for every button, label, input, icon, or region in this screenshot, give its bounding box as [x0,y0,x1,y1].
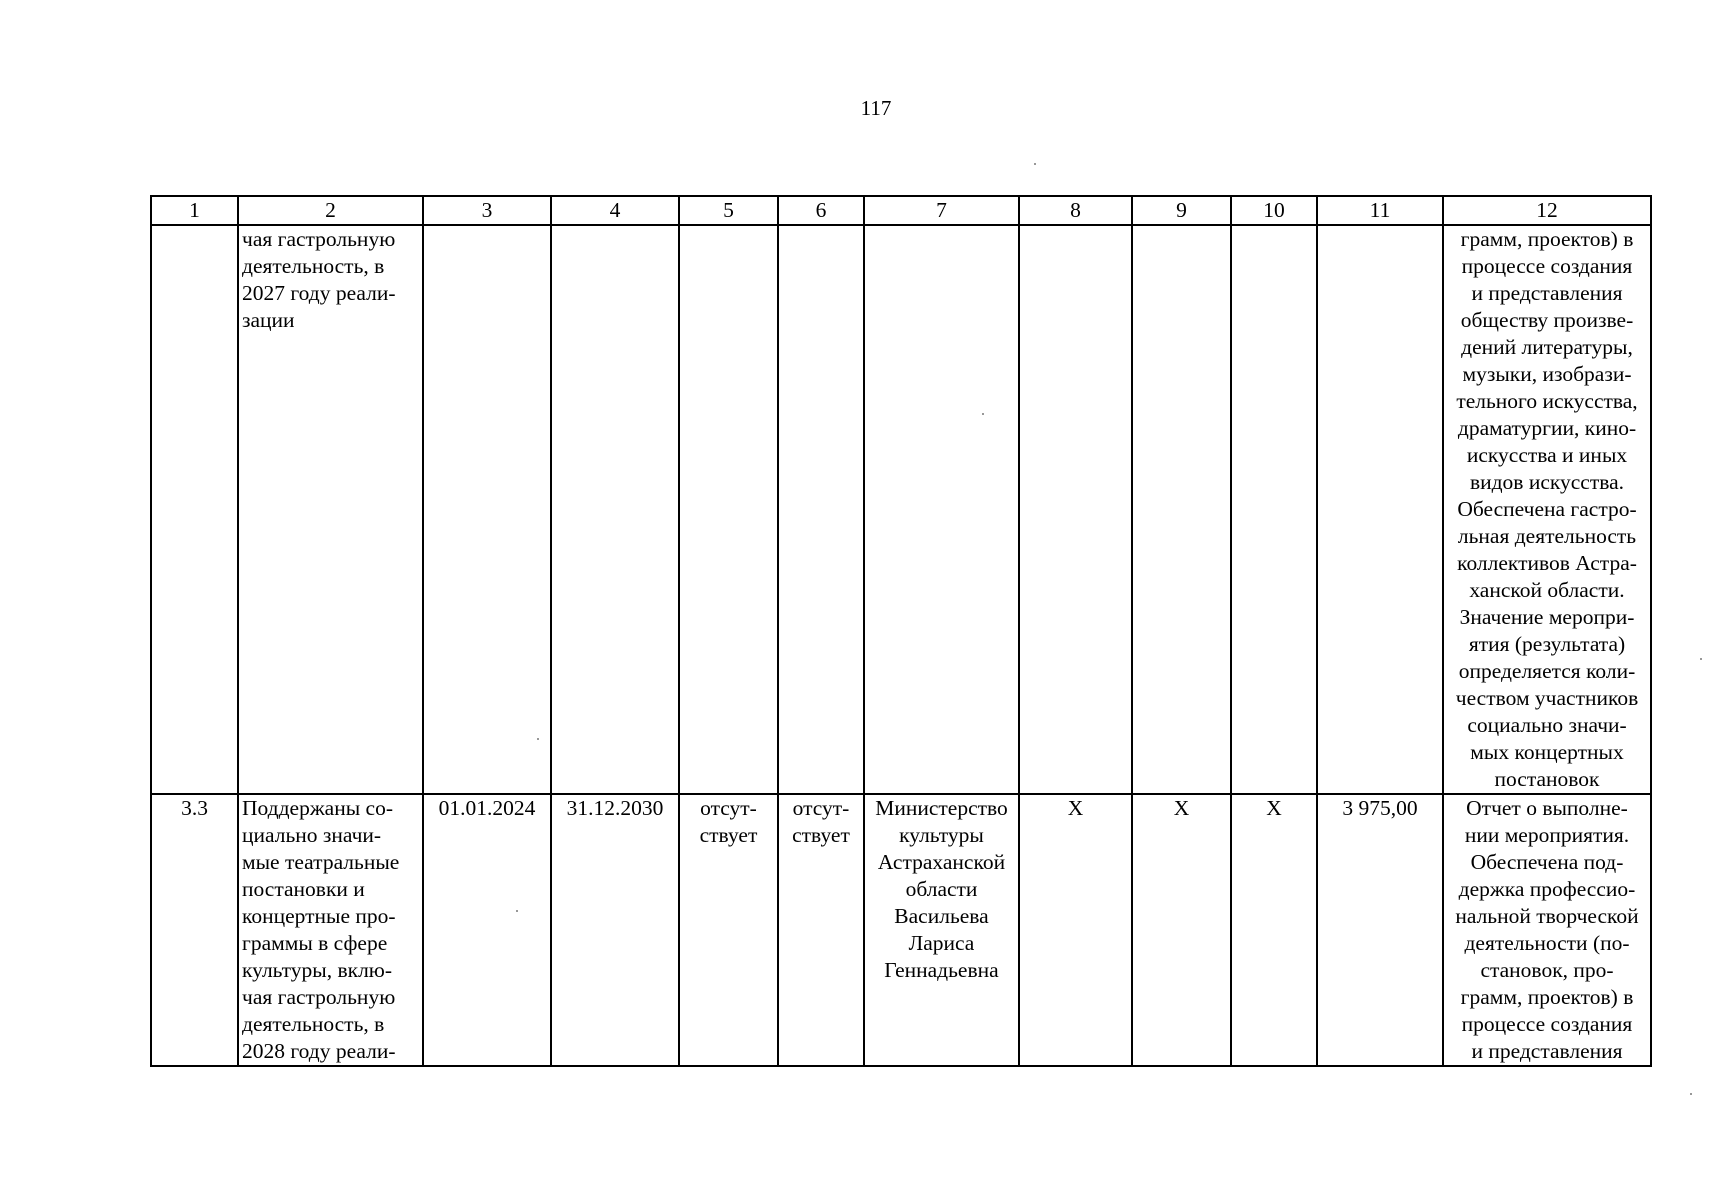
header-cell-4: 4 [551,196,679,225]
cell-empty [1132,225,1231,794]
page-number: 117 [860,96,892,120]
scan-speck [537,738,539,740]
header-cell-7: 7 [864,196,1019,225]
cell-empty [151,225,238,794]
table-header-row [151,196,1651,225]
cell-empty [1019,225,1132,794]
cell-empty [551,225,679,794]
result-description-text: Отчет о выполне- нии мероприятия. Обеспечена под- держка профессио- нальной творческой деятельности (по- становок, про- грамм, проектов) в процессе создания и представления [1455,796,1639,1063]
header-cell-5: 5 [679,196,778,225]
col9-cell: X [1132,794,1231,1066]
header-cell-2: 2 [238,196,423,225]
scan-speck [1690,1093,1692,1095]
result-description-cell [1443,225,1651,794]
header-cell-9: 9 [1132,196,1231,225]
header-cell-10: 10 [1231,196,1317,225]
header-cell-12: 12 [1443,196,1651,225]
header-cell-1: 1 [151,196,238,225]
cell-empty [1317,225,1443,794]
header-cell-8: 8 [1019,196,1132,225]
scan-speck [1700,658,1702,660]
table-row-3-3 [151,794,1651,1066]
end-date-cell: 31.12.2030 [551,794,679,1066]
col5-cell [679,794,778,1066]
cell-empty [423,225,551,794]
activity-name-cell [238,225,423,794]
scan-speck [1034,163,1036,165]
row-number-cell: 3.3 [151,794,238,1066]
table-row-continued [151,225,1651,794]
responsible-text: Министерство культуры Астраханской области Васильева Лариса Геннадьевна [875,796,1008,982]
header-cell-11: 11 [1317,196,1443,225]
scan-speck [516,910,518,912]
col6-cell [778,794,864,1066]
result-description-text: грамм, проектов) в процессе создания и представления обществу произве- дений литературы, музыки, изобрази- тельного искусства, драматургии, кино- искусства и иных видов искусства. Обеспечена гастро- льная деятельность коллективов Астра- ханской области. Значение меропри- ятия (результата) определяется коли- чеством участников социально значи- мых концертных постановок [1455,227,1639,791]
col6-text: отсут- ствует [792,796,850,847]
cell-empty [778,225,864,794]
cell-empty [864,225,1019,794]
activity-name-cell [238,794,423,1066]
start-date-cell: 01.01.2024 [423,794,551,1066]
activities-table [150,195,1652,1067]
result-description-cell [1443,794,1651,1066]
scan-speck [982,413,984,415]
cell-empty [679,225,778,794]
activity-name-text: Поддержаны со- циально значи- мые театральные постановки и концертные про- граммы в сфере культуры, вклю- чая гастрольную деятельность, в 2028 году реали- [242,796,400,1063]
col10-cell: X [1231,794,1317,1066]
col5-text: отсут- ствует [699,796,758,847]
responsible-cell [864,794,1019,1066]
header-cell-3: 3 [423,196,551,225]
activity-name-text: чая гастрольную деятельность, в 2027 году реали- зации [242,227,396,332]
col8-cell: X [1019,794,1132,1066]
cell-empty [1231,225,1317,794]
amount-cell: 3 975,00 [1317,794,1443,1066]
header-cell-6: 6 [778,196,864,225]
